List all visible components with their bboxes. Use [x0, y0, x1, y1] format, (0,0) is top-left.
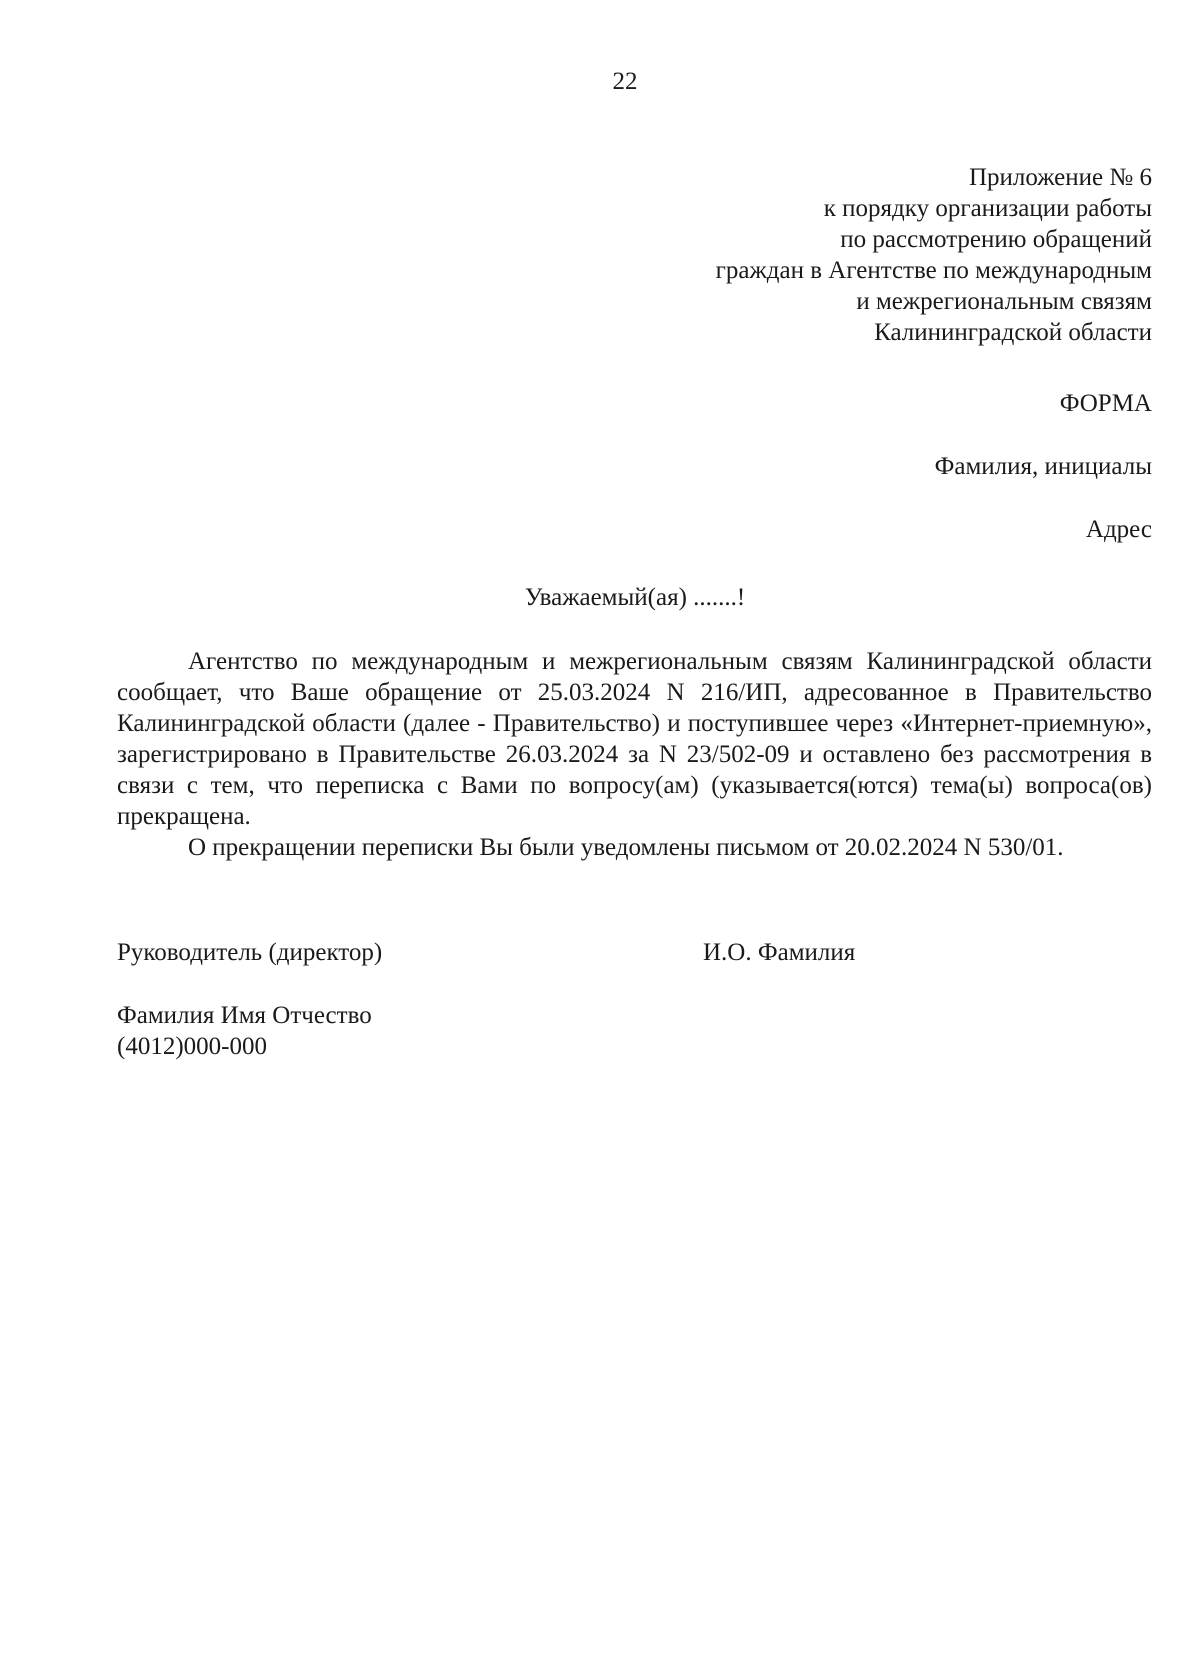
form-label: ФОРМА [1059, 390, 1152, 417]
appendix-line: Калининградской области [874, 319, 1152, 346]
letter-body [117, 646, 1152, 863]
recipient-name: Фамилия, инициалы [934, 453, 1152, 480]
appendix-line: граждан в Агентстве по международным [715, 257, 1152, 284]
appendix-line: по рассмотрению обращений [840, 226, 1152, 253]
appendix-line: и межрегиональным связям [856, 288, 1152, 315]
signature-block [117, 937, 1152, 968]
recipient-address: Адрес [1085, 516, 1152, 543]
signatory-position: Руководитель (директор) [117, 939, 383, 966]
signatory-name: И.О. Фамилия [703, 939, 856, 966]
page-number: 22 [612, 68, 638, 95]
executor-phone: (4012)000-000 [117, 1033, 267, 1060]
salutation: Уважаемый(ая) .......! [524, 584, 746, 611]
appendix-header [716, 162, 1152, 348]
body-paragraph: О прекращении переписки Вы были уведомлены письмом от 20.02.2024 N 530/01. [188, 834, 1064, 861]
body-paragraph: Агентство по международным и межрегиональным связям Калининградской области сообщает, что Ваше обращение от 25.03.2024 N 216/ИП, адресованное в Правительство Калининградской области (далее - Правительство) и поступившее через «Интернет-приемную», зарегистрировано в Правительстве 26.03.2024 за N 23/502-09 и оставлено без рассмотрения в связи с тем, что переписка с Вами по вопросу(ам) (указывается(ются) тема(ы) вопроса(ов) прекращена. [117, 648, 1152, 830]
executor-block [117, 1000, 372, 1062]
appendix-line: Приложение № 6 [968, 164, 1152, 191]
appendix-line: к порядку организации работы [823, 195, 1152, 222]
executor-name: Фамилия Имя Отчество [117, 1002, 372, 1029]
